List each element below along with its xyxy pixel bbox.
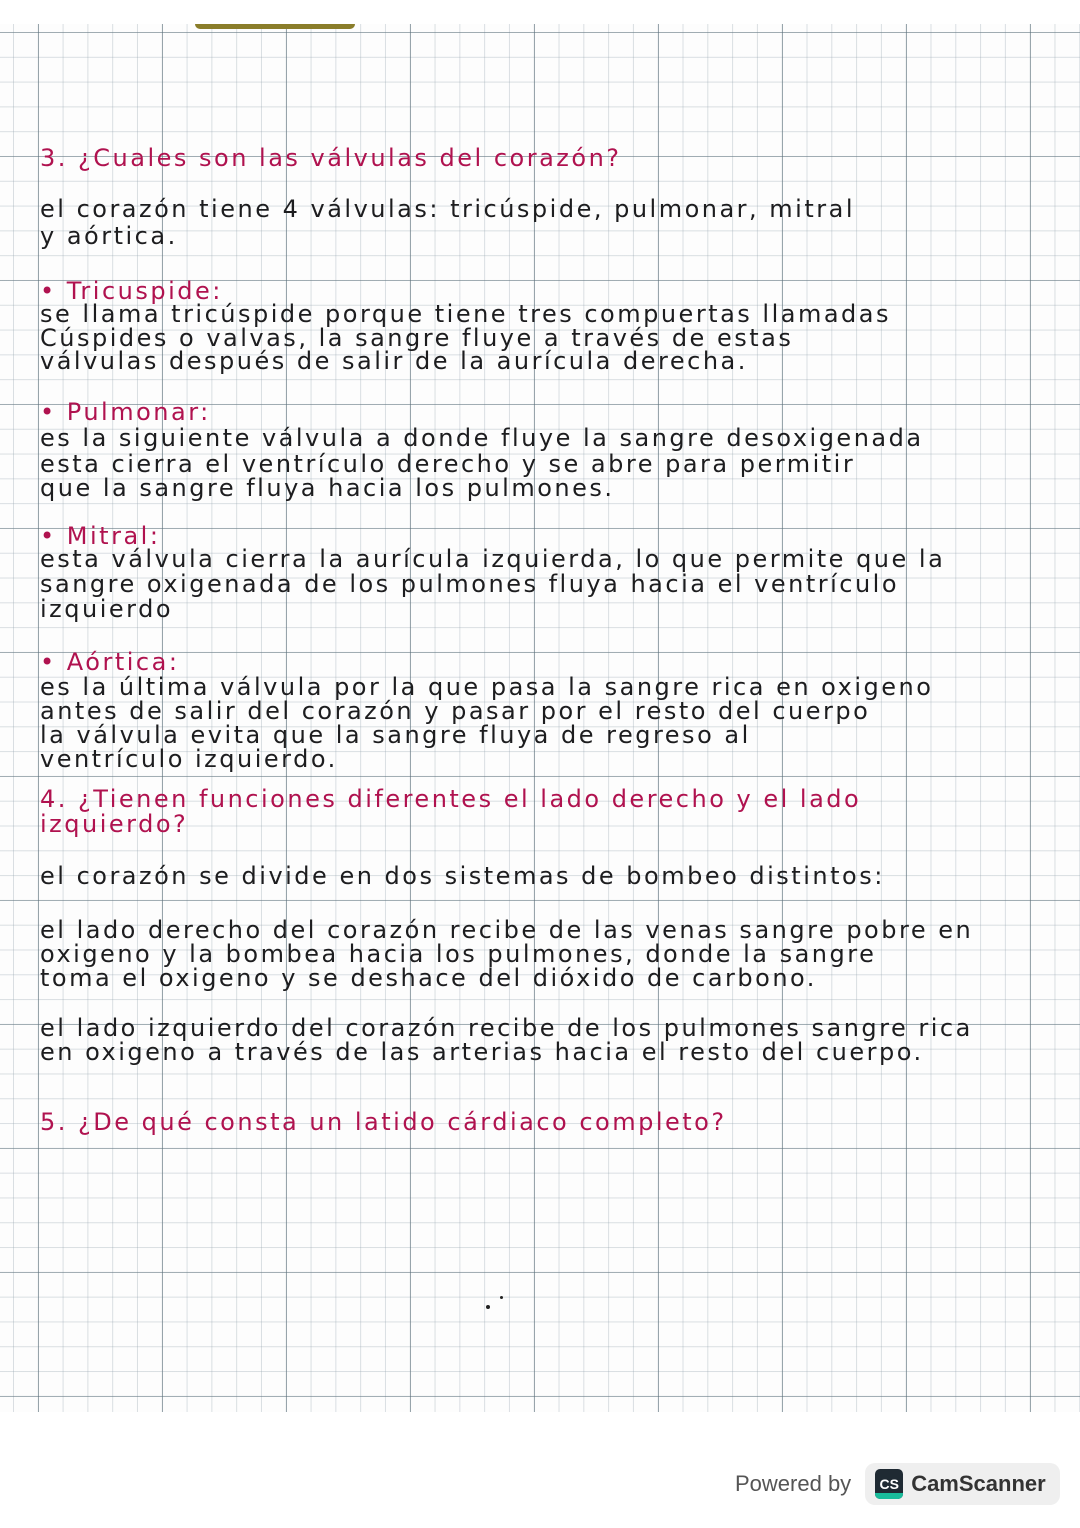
pulmonar-line: que la sangre fluya hacia los pulmones. [40, 474, 615, 502]
ink-dot [500, 1296, 503, 1299]
tricuspide-line: válvulas después de salir de la aurícula derecha. [40, 347, 748, 375]
aortica-line: ventrículo izquierdo. [40, 745, 338, 773]
camscanner-watermark [735, 1462, 1060, 1506]
camscanner-logo-icon [875, 1469, 903, 1499]
q4-left-side-line: el lado izquierdo del corazón recibe de los pulmones sangre rica [40, 1014, 973, 1042]
section-heading-aortica: • Aórtica: [40, 648, 180, 676]
ink-dot [486, 1305, 490, 1309]
q4-paragraph-1: el corazón se divide en dos sistemas de bombeo distintos: [40, 862, 885, 890]
question-5-title: 5. ¿De qué consta un latido cárdiaco completo? [40, 1108, 727, 1136]
aortica-line: antes de salir del corazón y pasar por el resto del cuerpo [40, 697, 871, 725]
q4-right-side-line: el lado derecho del corazón recibe de las venas sangre pobre en [40, 916, 974, 944]
question-4-title-cont: izquierdo? [40, 810, 189, 838]
brand-name: CamScanner [911, 1471, 1046, 1496]
q3-intro-line: y aórtica. [40, 222, 178, 250]
logo-text: CS [879, 1476, 899, 1492]
camscanner-badge [865, 1463, 1060, 1505]
pulmonar-line: esta cierra el ventrículo derecho y se abre para permitir [40, 450, 856, 478]
tricuspide-line: Cúspides o valvas, la sangre fluye a través de estas [40, 324, 794, 352]
powered-by-label: Powered by [735, 1471, 852, 1496]
notebook-binding-mark [195, 24, 355, 29]
mitral-line: izquierdo [40, 595, 174, 623]
question-3-title: 3. ¿Cuales son las válvulas del corazón? [40, 144, 622, 172]
q3-intro-line: el corazón tiene 4 válvulas: tricúspide, pulmonar, mitral [40, 195, 856, 223]
aortica-line: es la última válvula por la que pasa la sangre rica en oxigeno [40, 673, 934, 701]
aortica-line: la válvula evita que la sangre fluya de regreso al [40, 721, 751, 749]
q4-right-side-line: oxigeno y la bombea hacia los pulmones, donde la sangre [40, 940, 877, 968]
q4-right-side-line: toma el oxigeno y se deshace del dióxido de carbono. [40, 964, 817, 992]
tricuspide-line: se llama tricúspide porque tiene tres compuertas llamadas [40, 300, 892, 328]
q4-left-side-line: en oxigeno a través de las arterias hacia el resto del cuerpo. [40, 1038, 924, 1066]
mitral-line: sangre oxigenada de los pulmones fluya hacia el ventrículo [40, 570, 900, 598]
section-heading-mitral: • Mitral: [40, 522, 161, 550]
pulmonar-line: es la siguiente válvula a donde fluye la sangre desoxigenada [40, 424, 924, 452]
section-heading-tricuspide: • Tricuspide: [40, 277, 223, 305]
question-4-title: 4. ¿Tienen funciones diferentes el lado derecho y el lado [40, 785, 862, 813]
mitral-line: esta válvula cierra la aurícula izquierda, lo que permite que la [40, 545, 946, 573]
section-heading-pulmonar: • Pulmonar: [40, 398, 211, 426]
